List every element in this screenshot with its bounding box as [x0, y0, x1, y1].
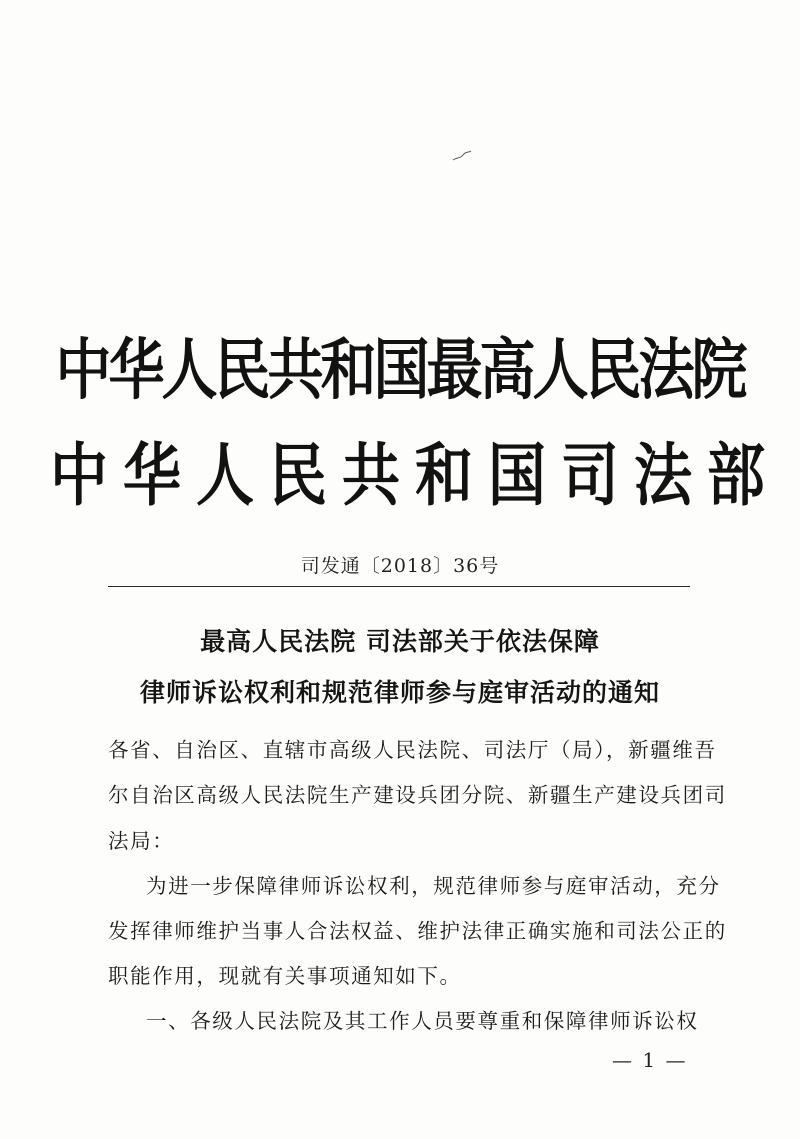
- body-paragraph-line-1: 为进一步保障律师诉讼权利，规范律师参与庭审活动，充分: [146, 874, 721, 898]
- issuer-supreme-court: 中华人民共和国最高人民法院: [55, 332, 745, 409]
- page-number: — 1 —: [612, 1048, 688, 1072]
- body-paragraph-line-3: 职能作用，现就有关事项通知如下。: [108, 964, 462, 988]
- issuer-ministry-of-justice: 中华人民共和国司法部: [49, 435, 780, 516]
- notice-title-line-1: 最高人民法院 司法部关于依法保障: [200, 627, 600, 656]
- pen-mark: [452, 150, 472, 164]
- header-divider: [108, 586, 690, 587]
- body-paragraph-line-2: 发挥律师维护当事人合法权益、维护法律正确实施和司法公正的: [108, 919, 727, 943]
- addressee-line-3: 法局：: [108, 829, 175, 853]
- section-one-line-1: 一、各级人民法院及其工作人员要尊重和保障律师诉讼权: [146, 1009, 699, 1033]
- addressee-line-1: 各省、自治区、直辖市高级人民法院、司法厅（局），新疆维吾: [108, 738, 717, 762]
- addressee-line-2: 尔自治区高级人民法院生产建设兵团分院、新疆生产建设兵团司: [108, 783, 727, 807]
- notice-title-line-2: 律师诉讼权利和规范律师参与庭审活动的通知: [139, 678, 660, 707]
- document-number: 司发通〔2018〕36号: [300, 555, 500, 577]
